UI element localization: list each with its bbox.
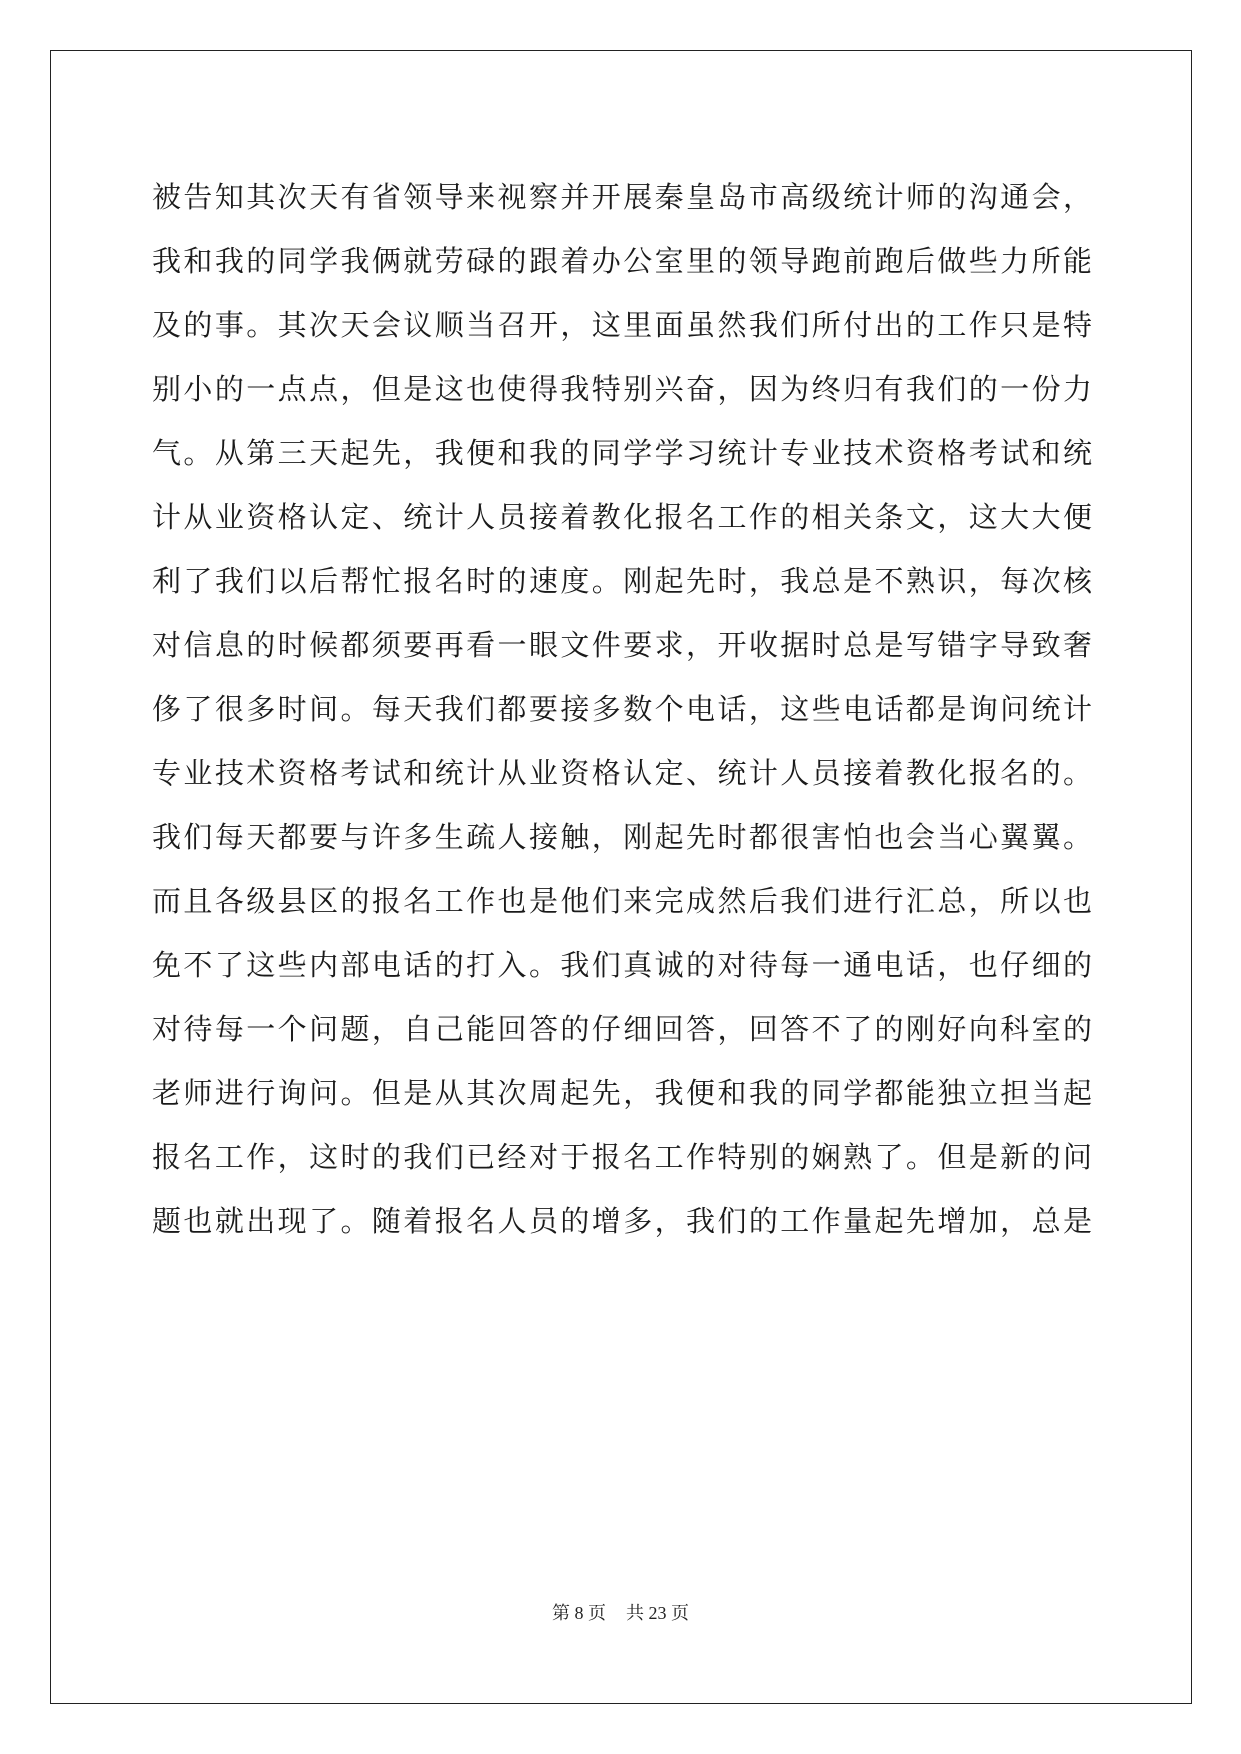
text-line: 对信息的时候都须要再看一眼文件要求，开收据时总是写错字导致奢 [152, 628, 1092, 662]
document-body [152, 165, 1092, 1253]
text-line: 及的事。其次天会议顺当召开，这里面虽然我们所付出的工作只是特 [152, 308, 1092, 342]
text-line: 免不了这些内部电话的打入。我们真诚的对待每一通电话，也仔细的 [152, 948, 1092, 982]
page-footer [0, 1601, 1241, 1625]
text-line: 气。从第三天起先，我便和我的同学学习统计专业技术资格考试和统 [152, 436, 1092, 470]
text-line: 被告知其次天有省领导来视察并开展秦皇岛市高级统计师的沟通会， [152, 180, 1092, 214]
text-line: 利了我们以后帮忙报名时的速度。刚起先时，我总是不熟识，每次核 [152, 564, 1092, 598]
text-line: 侈了很多时间。每天我们都要接多数个电话，这些电话都是询问统计 [152, 692, 1092, 726]
page-number: 第 8 页 [552, 1603, 606, 1623]
text-line: 专业技术资格考试和统计从业资格认定、统计人员接着教化报名的。 [152, 756, 1092, 790]
text-line: 计从业资格认定、统计人员接着教化报名工作的相关条文，这大大便 [152, 500, 1092, 534]
text-line: 别小的一点点，但是这也使得我特别兴奋，因为终归有我们的一份力 [152, 372, 1092, 406]
text-line: 题也就出现了。随着报名人员的增多，我们的工作量起先增加，总是 [152, 1204, 1092, 1238]
text-line: 而且各级县区的报名工作也是他们来完成然后我们进行汇总，所以也 [152, 884, 1092, 918]
text-line: 我和我的同学我俩就劳碌的跟着办公室里的领导跑前跑后做些力所能 [152, 244, 1092, 278]
text-line: 老师进行询问。但是从其次周起先，我便和我的同学都能独立担当起 [152, 1076, 1092, 1110]
text-line: 报名工作，这时的我们已经对于报名工作特别的娴熟了。但是新的问 [152, 1140, 1092, 1174]
text-line: 我们每天都要与许多生疏人接触，刚起先时都很害怕也会当心翼翼。 [152, 820, 1092, 854]
total-pages: 共 23 页 [626, 1603, 689, 1623]
text-line: 对待每一个问题，自己能回答的仔细回答，回答不了的刚好向科室的 [152, 1012, 1092, 1046]
